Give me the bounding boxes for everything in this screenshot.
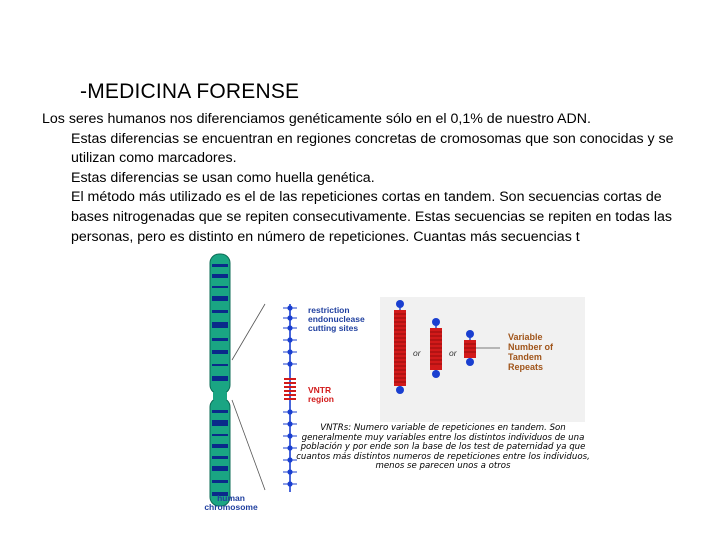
chromosome [210, 254, 230, 506]
vntr-figure [190, 252, 590, 514]
vntr-diagram [190, 252, 590, 514]
figure-caption: VNTRs: Numero variable de repeticiones en tandem. Son generalmente muy variables entre los distintos individuos de una población y por ende son la base de los test de paternidad ya que cuantos más distintos numeros de repeticiones entre los individuos, menos se parecen unos a otros [296, 423, 590, 472]
page-title: -MEDICINA FORENSE [80, 80, 300, 103]
label-or-1: or [413, 348, 421, 358]
allele-long [394, 300, 406, 394]
label-vntr-region: VNTR region [308, 385, 334, 404]
label-cutting-sites: restriction endonuclease cutting sites [308, 305, 365, 333]
zoom-bracket [232, 304, 265, 490]
paragraph-3: Estas diferencias se usan como huella genética. [71, 169, 375, 186]
label-or-2: or [449, 348, 457, 358]
paragraph-2: Estas diferencias se encuentran en regiones concretas de cromosomas que son conocidas y se utilizan como marcadores. [71, 130, 674, 167]
label-human-chromosome: human chromosome [204, 493, 258, 512]
paragraph-4: El método más utilizado es el de las repeticiones cortas en tandem. Son secuencias cortas de bases nitrogenadas que se repiten consecutivamente. Estas secuencias se repiten en todas las personas, pero es distinto en número de repeticiones. Cuantas más secuencias t [71, 189, 672, 245]
label-variable-number: Variable Number of Tandem Repeats [508, 332, 553, 372]
paragraph-1: Los seres humanos nos diferenciamos genéticamente sólo en el 0,1% de nuestro ADN. [42, 111, 591, 127]
body-text [42, 110, 692, 247]
